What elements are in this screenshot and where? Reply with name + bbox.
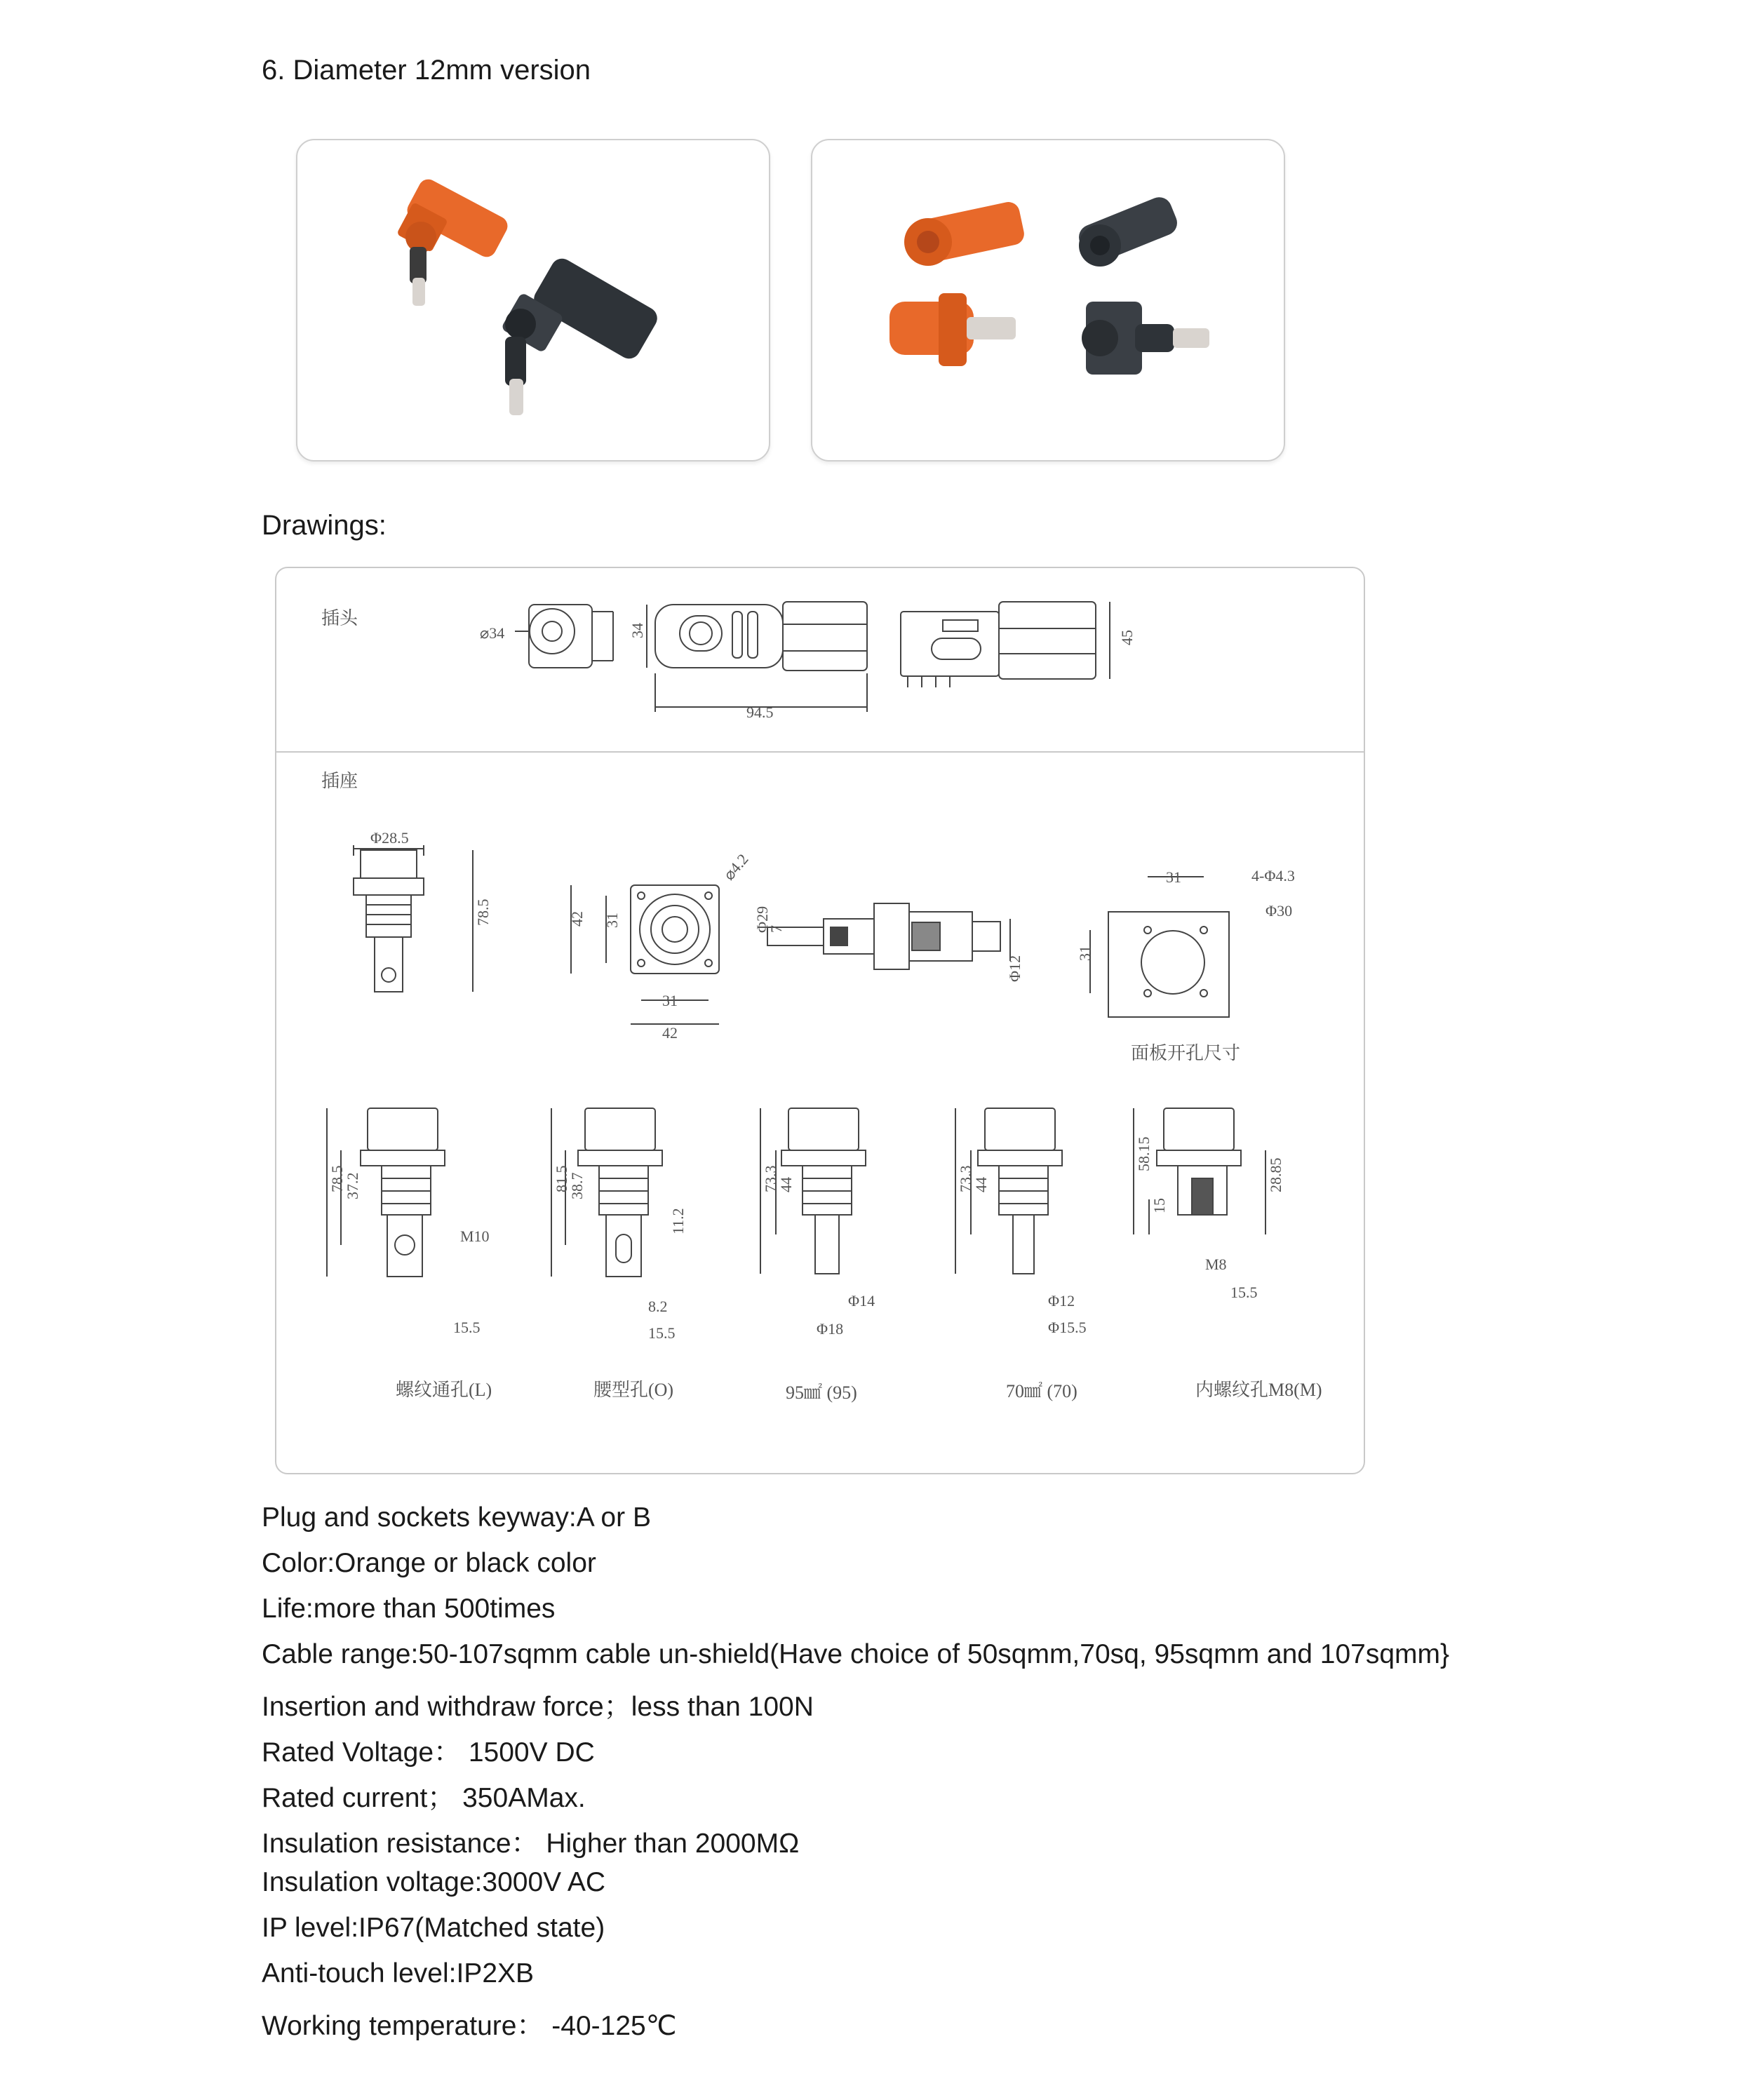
spec-ip-level: IP level:IP67(Matched state) — [262, 1913, 605, 1943]
variant-1-h2: 37.2 — [344, 1172, 361, 1199]
variant-3-t1: Φ14 — [848, 1292, 875, 1310]
panel-height-dim: 31 — [1076, 945, 1094, 961]
variant-views — [327, 1108, 1265, 1277]
socket-label: 插座 — [321, 771, 358, 791]
socket-section-view — [767, 903, 1010, 969]
product-photo-card-1 — [296, 139, 770, 462]
socket-front-view — [571, 885, 719, 1024]
plug-length-dim: 94.5 — [746, 704, 774, 721]
plug-top-height-dim: 45 — [1118, 630, 1136, 645]
product-photo-card-2 — [811, 139, 1285, 462]
plug-side-view — [647, 602, 867, 712]
socket-flange-dim: Φ28.5 — [370, 829, 409, 847]
variant-1-b1: 15.5 — [453, 1319, 481, 1336]
panel-caption: 面板开孔尺寸 — [1131, 1043, 1241, 1063]
socket-sq-outer-dim: 42 — [568, 911, 586, 927]
variant-4-h2: 44 — [972, 1177, 990, 1192]
connector-photo-angled — [297, 140, 769, 460]
spec-rated-current: Rated current； 350AMax. — [262, 1783, 586, 1813]
spec-rated-voltage: Rated Voltage： 1500V DC — [262, 1737, 595, 1768]
variant-1-caption: 螺纹通孔(L) — [396, 1380, 492, 1400]
spec-working-temperature: Working temperature： -40-125℃ — [262, 2011, 677, 2041]
socket-total-dim: 78.5 — [474, 898, 492, 926]
variant-5-h2: 15 — [1150, 1198, 1168, 1213]
spec-insulation-resistance: Insulation resistance： Higher than 2000MΩ — [262, 1829, 800, 1859]
variant-3-b1: Φ18 — [817, 1320, 844, 1338]
black-socket — [1082, 302, 1209, 375]
variant-1-h1: 78.5 — [328, 1165, 346, 1192]
variant-1-t1: M10 — [460, 1227, 490, 1245]
plug-dia-dim: ⌀34 — [480, 624, 505, 642]
orange-socket — [889, 293, 1016, 366]
variant-2-h2: 38.7 — [568, 1172, 586, 1199]
variant-3-h1: 73.3 — [762, 1165, 779, 1192]
section-dia-dim-2: 7 — [767, 925, 785, 933]
spec-insulation-voltage: Insulation voltage:3000V AC — [262, 1867, 606, 1897]
spec-insertion-force: Insertion and withdraw force；less than 100N — [262, 1692, 814, 1722]
variant-2-caption: 腰型孔(O) — [593, 1380, 674, 1400]
socket-side-view — [354, 845, 473, 992]
spec-life: Life:more than 500times — [262, 1594, 556, 1624]
section-heading: 6. Diameter 12mm version — [262, 55, 591, 86]
socket-hole-dim: ⌀4.2 — [720, 850, 752, 884]
variant-3-h2: 44 — [777, 1177, 795, 1192]
drawings-heading: Drawings: — [262, 510, 387, 541]
dimension-drawing — [276, 568, 1364, 1473]
technical-drawing-panel — [275, 567, 1365, 1474]
connector-photo-pair — [812, 140, 1284, 460]
socket-sq-inner-dim: 31 — [603, 913, 621, 928]
black-connector — [501, 255, 662, 415]
variant-5-caption: 内螺纹孔M8(M) — [1195, 1380, 1322, 1400]
variant-2-b2: 15.5 — [648, 1324, 676, 1342]
plug-top-view — [901, 602, 1110, 687]
spec-cable-range: Cable range:50-107sqmm cable un-shield(Have choice of 50sqmm,70sq, 95sqmm and 107sqmm} — [262, 1639, 1450, 1669]
variant-5-r1: 28.85 — [1267, 1157, 1284, 1192]
spec-keyway: Plug and sockets keyway:A or B — [262, 1502, 651, 1533]
variant-4-caption: 70㎟ (70) — [1006, 1381, 1077, 1401]
black-plug — [1075, 194, 1181, 267]
variant-5-t1: M8 — [1205, 1256, 1227, 1273]
variant-3-caption: 95㎟ (95) — [786, 1382, 857, 1403]
socket-width-dim-2: 42 — [662, 1024, 678, 1042]
panel-holes-dim: 4-Φ4.3 — [1251, 867, 1295, 884]
variant-4-t1: Φ12 — [1048, 1292, 1075, 1310]
variant-2-b1: 8.2 — [648, 1298, 668, 1315]
variant-2-t1: 11.2 — [669, 1208, 687, 1234]
plug-front-view — [515, 605, 613, 668]
plug-label: 插头 — [321, 608, 358, 628]
spec-anti-touch: Anti-touch level:IP2XB — [262, 1958, 535, 1988]
plug-height-dim: 34 — [629, 623, 646, 638]
orange-connector — [396, 176, 511, 306]
variant-4-h1: 73.3 — [957, 1165, 974, 1192]
orange-plug — [904, 200, 1026, 266]
panel-dia-dim: Φ30 — [1265, 902, 1293, 920]
spec-color: Color:Orange or black color — [262, 1548, 596, 1578]
socket-width-dim-1: 31 — [662, 992, 678, 1009]
variant-5-h1: 58.15 — [1135, 1136, 1153, 1171]
section-dia-dim-1: Φ29 — [753, 906, 771, 933]
panel-width-dim: 31 — [1166, 868, 1181, 886]
variant-2-h1: 81.5 — [553, 1165, 570, 1192]
variant-5-b1: 15.5 — [1230, 1284, 1258, 1301]
panel-cutout-view — [1090, 877, 1229, 1017]
section-dia-dim-3: Φ12 — [1006, 955, 1023, 982]
variant-4-b1: Φ15.5 — [1048, 1319, 1087, 1336]
